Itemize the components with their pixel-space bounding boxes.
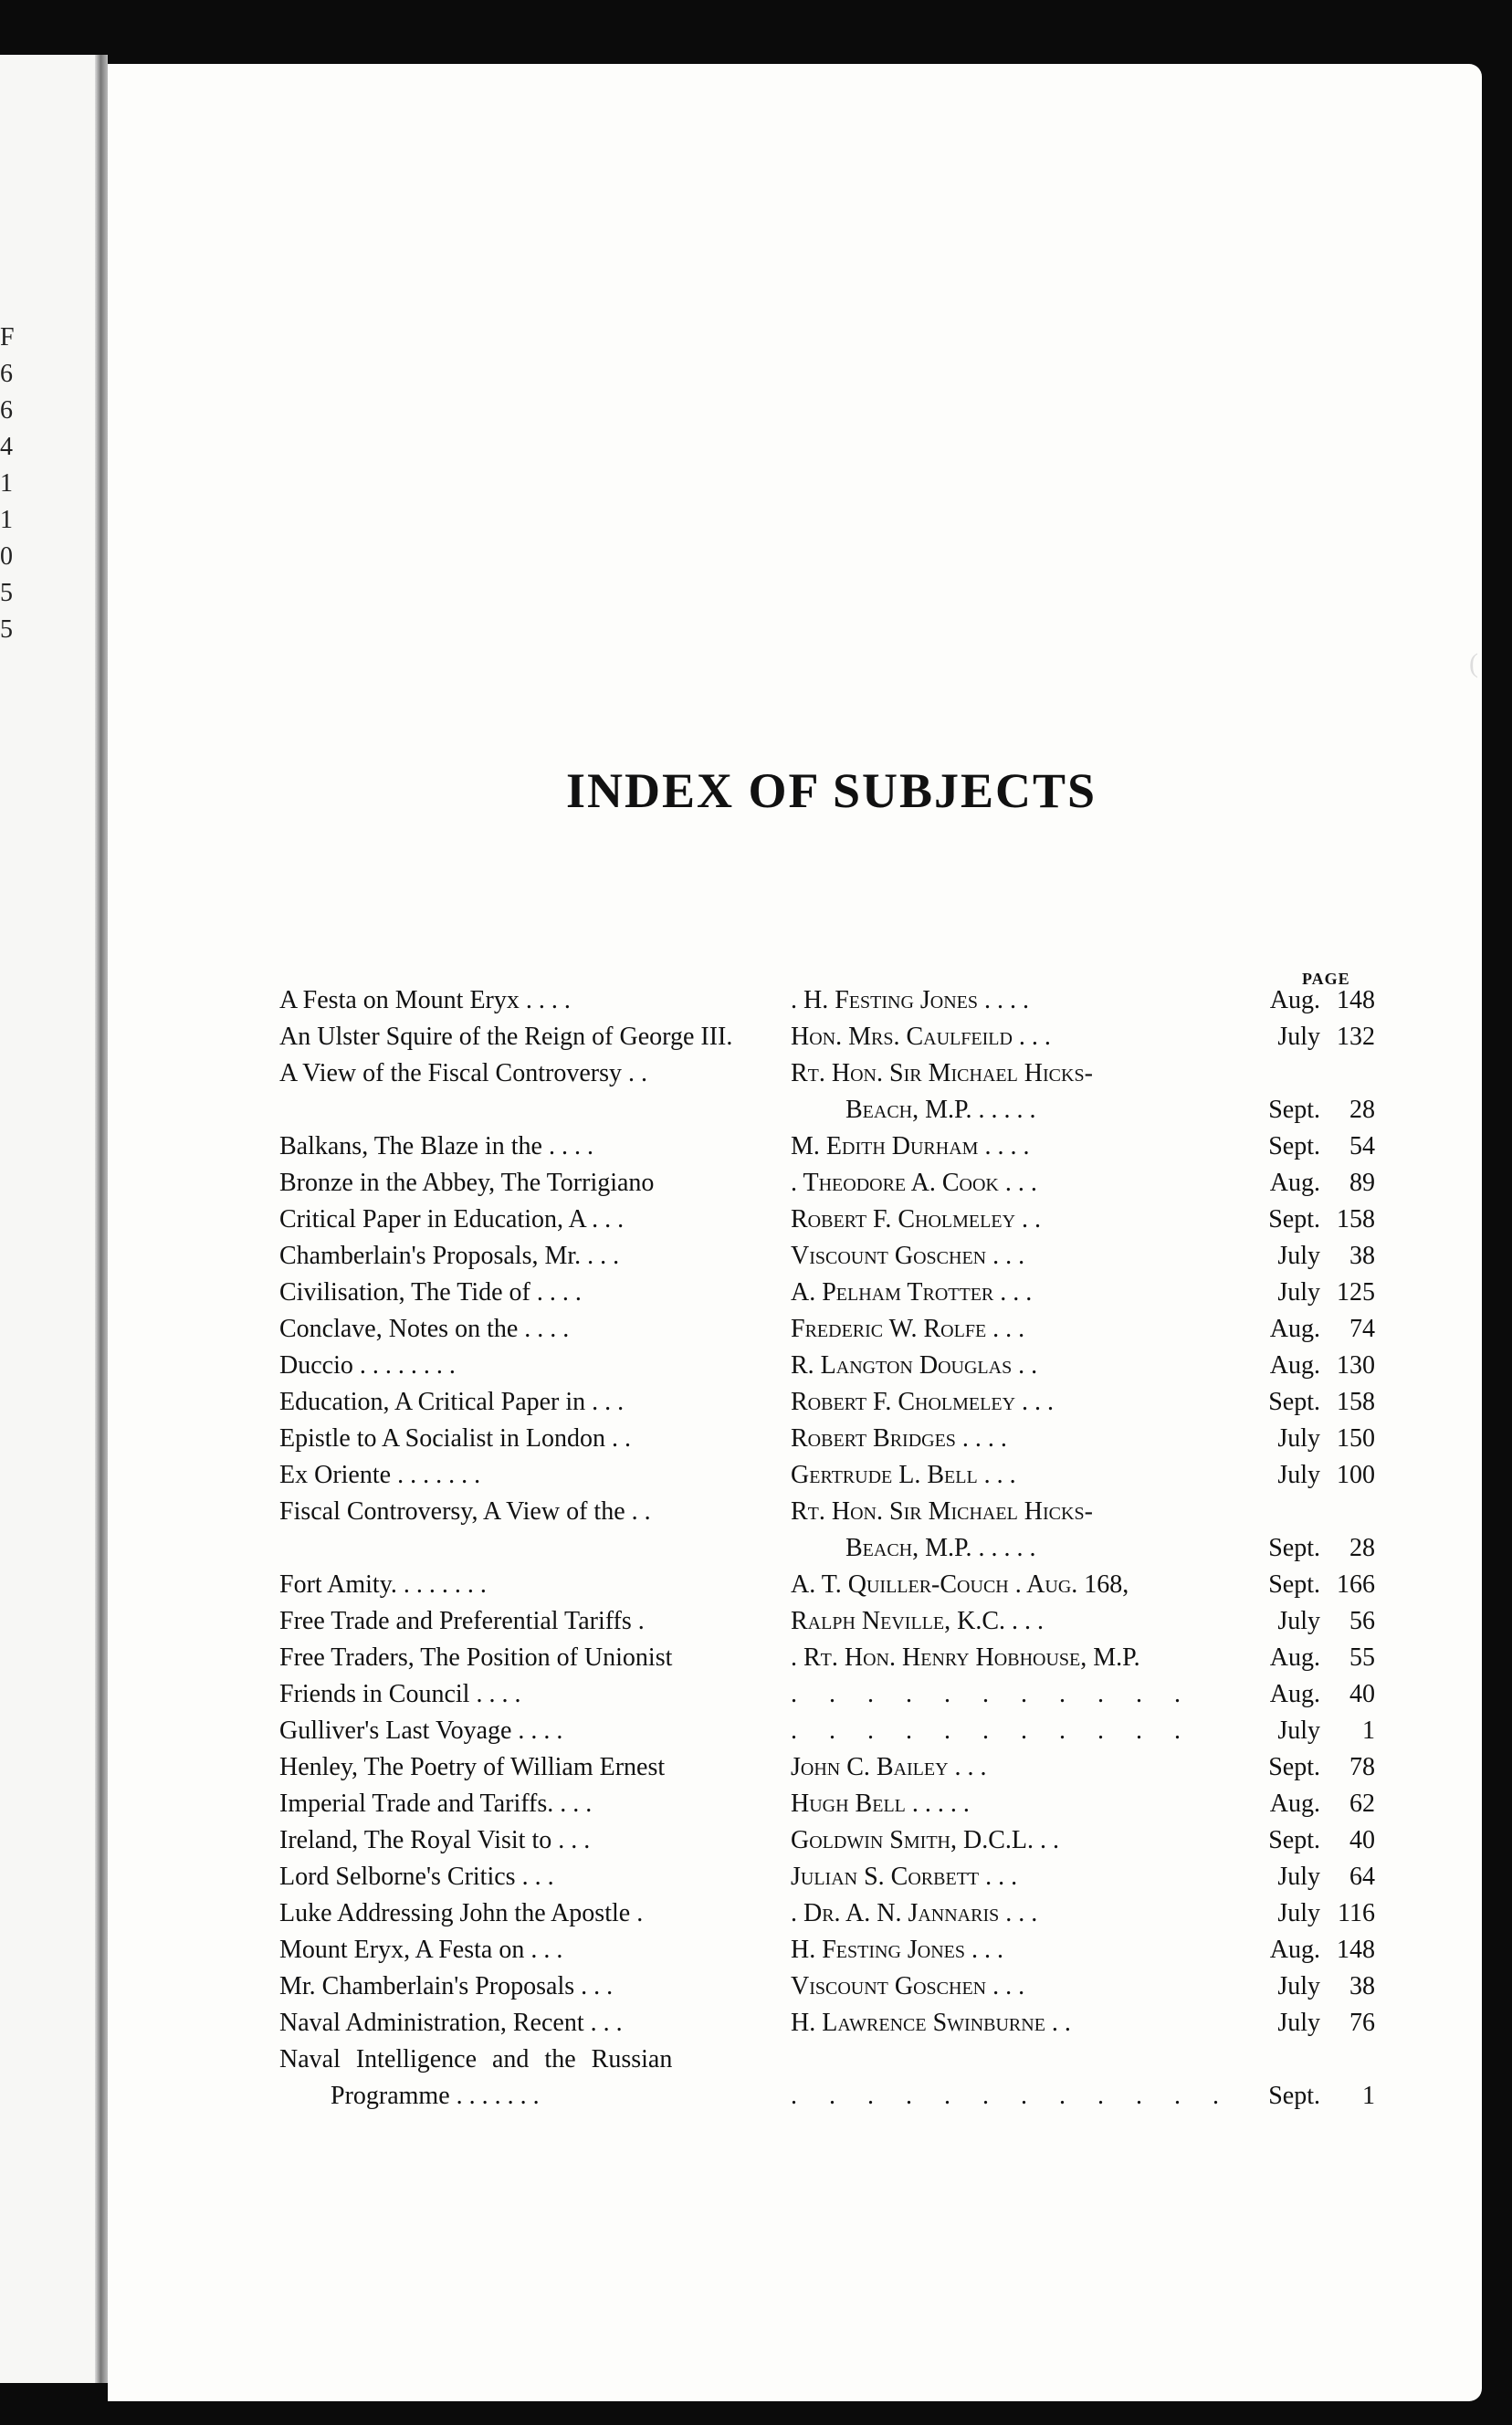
issue-month: Sept. bbox=[1268, 1570, 1320, 1599]
author: Robert F. Cholmeley . . bbox=[791, 1205, 1042, 1233]
index-row bbox=[279, 1895, 1375, 1932]
index-row bbox=[279, 1165, 1375, 1202]
issue-month: Aug. bbox=[1269, 986, 1320, 1014]
subject: Fort Amity. . . . . . . . bbox=[279, 1570, 487, 1599]
issue-month: Aug. bbox=[1269, 1351, 1320, 1380]
facing-page-margin-digits bbox=[0, 320, 18, 648]
subject: Programme . . . . . . . bbox=[331, 2082, 540, 2110]
facing-page-edge bbox=[0, 55, 100, 2383]
page-number: 89 bbox=[1349, 1169, 1375, 1197]
subject: Friends in Council . . . . bbox=[279, 1680, 521, 1708]
subject: Balkans, The Blaze in the . . . . bbox=[279, 1132, 593, 1160]
issue-month: July bbox=[1277, 1023, 1320, 1051]
author: . . . . . . . . . . . bbox=[791, 1716, 1193, 1745]
issue-month: July bbox=[1277, 1424, 1320, 1453]
author: Robert F. Cholmeley . . . bbox=[791, 1388, 1055, 1416]
issue-month: July bbox=[1277, 1972, 1320, 2000]
author: Goldwin Smith, D.C.L. . . bbox=[791, 1826, 1059, 1854]
issue-month: Sept. bbox=[1268, 1388, 1320, 1416]
page-title: INDEX OF SUBJECTS bbox=[565, 763, 1097, 818]
index-row bbox=[279, 1640, 1375, 1676]
margin-digit: 4 bbox=[0, 433, 13, 461]
issue-month: Sept. bbox=[1268, 1534, 1320, 1562]
author: Gertrude L. Bell . . . bbox=[791, 1461, 1016, 1489]
index-row bbox=[279, 1092, 1375, 1129]
page-number: 148 bbox=[1337, 1936, 1375, 1964]
issue-month: Aug. bbox=[1269, 1169, 1320, 1197]
issue-month: Sept. bbox=[1268, 1096, 1320, 1124]
subject: A Festa on Mount Eryx . . . . bbox=[279, 986, 571, 1014]
page-number: 54 bbox=[1349, 1132, 1375, 1160]
index-row bbox=[279, 1786, 1375, 1822]
index-row bbox=[279, 1822, 1375, 1859]
page-number: 116 bbox=[1338, 1899, 1375, 1927]
subject: Epistle to A Socialist in London . . bbox=[279, 1424, 631, 1453]
index-row bbox=[279, 1749, 1375, 1786]
issue-month: July bbox=[1277, 1716, 1320, 1745]
author: Rt. Hon. Sir Michael Hicks- bbox=[791, 1059, 1093, 1087]
page-number: 64 bbox=[1349, 1863, 1375, 1891]
author: Beach, M.P. . . . . . bbox=[845, 1096, 1036, 1124]
author: Rt. Hon. Sir Michael Hicks- bbox=[791, 1497, 1093, 1526]
page-number: 74 bbox=[1349, 1315, 1375, 1343]
index-row bbox=[279, 2078, 1375, 2115]
subject: Ex Oriente . . . . . . . bbox=[279, 1461, 481, 1489]
margin-digit: 0 bbox=[0, 542, 13, 571]
subject: Naval Administration, Recent . . . bbox=[279, 2009, 623, 2037]
author: Hugh Bell . . . . . bbox=[791, 1790, 970, 1818]
page-number: 38 bbox=[1349, 1242, 1375, 1270]
issue-month: Sept. bbox=[1268, 1826, 1320, 1854]
margin-digit: 1 bbox=[0, 469, 13, 498]
author: Hon. Mrs. Caulfeild . . . bbox=[791, 1023, 1051, 1051]
issue-month: Sept. bbox=[1268, 1132, 1320, 1160]
index-row bbox=[279, 1238, 1375, 1275]
subject: Critical Paper in Education, A . . . bbox=[279, 1205, 625, 1233]
page-number: 40 bbox=[1349, 1826, 1375, 1854]
author: . Dr. A. N. Jannaris . . . bbox=[791, 1899, 1038, 1927]
author: . . . . . . . . . . . . bbox=[791, 2082, 1232, 2110]
author: A. Pelham Trotter . . . bbox=[791, 1278, 1033, 1307]
issue-month: Aug. bbox=[1269, 1643, 1320, 1672]
subject: Imperial Trade and Tariffs. . . . bbox=[279, 1790, 593, 1818]
subject: Naval Intelligence and the Russian bbox=[279, 2045, 673, 2073]
index-row bbox=[279, 1202, 1375, 1238]
page-number: 38 bbox=[1349, 1972, 1375, 2000]
issue-month: Aug. bbox=[1269, 1680, 1320, 1708]
issue-month: Sept. bbox=[1268, 2082, 1320, 2110]
subject: Gulliver's Last Voyage . . . . bbox=[279, 1716, 563, 1745]
page-number: 1 bbox=[1362, 2082, 1375, 2110]
author: H. Lawrence Swinburne . . bbox=[791, 2009, 1071, 2037]
index-row bbox=[279, 1348, 1375, 1384]
index-row bbox=[279, 1457, 1375, 1494]
subject: Free Trade and Preferential Tariffs . bbox=[279, 1607, 645, 1635]
index-row bbox=[279, 1129, 1375, 1165]
author: . . . . . . . . . . . bbox=[791, 1680, 1193, 1708]
subject: Bronze in the Abbey, The Torrigiano bbox=[279, 1169, 655, 1197]
page-number: 158 bbox=[1337, 1205, 1375, 1233]
author: Frederic W. Rolfe . . . bbox=[791, 1315, 1025, 1343]
page-number: 166 bbox=[1337, 1570, 1375, 1599]
issue-month: Aug. bbox=[1269, 1790, 1320, 1818]
page-number: 150 bbox=[1337, 1424, 1375, 1453]
author: A. T. Quiller-Couch . Aug. 168, bbox=[791, 1570, 1129, 1599]
page-number: 100 bbox=[1337, 1461, 1375, 1489]
author: Viscount Goschen . . . bbox=[791, 1242, 1025, 1270]
issue-month: July bbox=[1277, 1461, 1320, 1489]
subject: Mount Eryx, A Festa on . . . bbox=[279, 1936, 563, 1964]
author: Robert Bridges . . . . bbox=[791, 1424, 1007, 1453]
author: . Rt. Hon. Henry Hobhouse, M.P. bbox=[791, 1643, 1140, 1672]
subject: Ireland, The Royal Visit to . . . bbox=[279, 1826, 591, 1854]
index-row bbox=[279, 982, 1375, 1019]
author: H. Festing Jones . . . bbox=[791, 1936, 1004, 1964]
margin-digit: 1 bbox=[0, 506, 13, 534]
issue-month: Sept. bbox=[1268, 1753, 1320, 1781]
page-number: 76 bbox=[1349, 2009, 1375, 2037]
page-number: 62 bbox=[1349, 1790, 1375, 1818]
index-page bbox=[108, 64, 1482, 2401]
issue-month: Aug. bbox=[1269, 1936, 1320, 1964]
subject: Mr. Chamberlain's Proposals . . . bbox=[279, 1972, 614, 2000]
subject: Free Traders, The Position of Unionist bbox=[279, 1643, 673, 1672]
index-row bbox=[279, 1494, 1375, 1530]
index-row bbox=[279, 1932, 1375, 1968]
issue-month: July bbox=[1277, 1607, 1320, 1635]
subject: Conclave, Notes on the . . . . bbox=[279, 1315, 570, 1343]
issue-month: July bbox=[1277, 1863, 1320, 1891]
margin-digit: 6 bbox=[0, 396, 13, 425]
author: Ralph Neville, K.C. . . . bbox=[791, 1607, 1044, 1635]
issue-month: Aug. bbox=[1269, 1315, 1320, 1343]
index-row bbox=[279, 2042, 1375, 2078]
index-row bbox=[279, 1713, 1375, 1749]
page-number: 40 bbox=[1349, 1680, 1375, 1708]
issue-month: July bbox=[1277, 2009, 1320, 2037]
index-row bbox=[279, 1859, 1375, 1895]
index-row bbox=[279, 1530, 1375, 1567]
page-number: 130 bbox=[1337, 1351, 1375, 1380]
index-row bbox=[279, 1421, 1375, 1457]
page-number: 1 bbox=[1362, 1716, 1375, 1745]
margin-digit: 5 bbox=[0, 615, 13, 644]
subject: Lord Selborne's Critics . . . bbox=[279, 1863, 554, 1891]
page-number: 158 bbox=[1337, 1388, 1375, 1416]
page-number: 125 bbox=[1337, 1278, 1375, 1307]
index-entries bbox=[279, 982, 1375, 2115]
issue-month: July bbox=[1277, 1242, 1320, 1270]
issue-month: Sept. bbox=[1268, 1205, 1320, 1233]
page-number: 28 bbox=[1349, 1534, 1375, 1562]
margin-digit: F bbox=[0, 323, 15, 352]
index-row bbox=[279, 1019, 1375, 1055]
issue-month: July bbox=[1277, 1899, 1320, 1927]
margin-digit: 6 bbox=[0, 360, 13, 388]
subject: Civilisation, The Tide of . . . . bbox=[279, 1278, 582, 1307]
author: M. Edith Durham . . . . bbox=[791, 1132, 1030, 1160]
page-number: 78 bbox=[1349, 1753, 1375, 1781]
margin-digit: 5 bbox=[0, 579, 13, 607]
author: Viscount Goschen . . . bbox=[791, 1972, 1025, 2000]
subject: Duccio . . . . . . . . bbox=[279, 1351, 456, 1380]
subject: Education, A Critical Paper in . . . bbox=[279, 1388, 625, 1416]
index-row bbox=[279, 2005, 1375, 2042]
index-row bbox=[279, 1055, 1375, 1092]
index-row bbox=[279, 1275, 1375, 1311]
index-row bbox=[279, 1676, 1375, 1713]
author: Beach, M.P. . . . . . bbox=[845, 1534, 1036, 1562]
subject: Chamberlain's Proposals, Mr. . . . bbox=[279, 1242, 620, 1270]
page-number: 56 bbox=[1349, 1607, 1375, 1635]
subject: A View of the Fiscal Controversy . . bbox=[279, 1059, 647, 1087]
issue-month: July bbox=[1277, 1278, 1320, 1307]
index-row bbox=[279, 1567, 1375, 1603]
page-column-header: PAGE bbox=[1302, 970, 1350, 988]
index-row bbox=[279, 1603, 1375, 1640]
author: . H. Festing Jones . . . . bbox=[791, 986, 1030, 1014]
page-number: 132 bbox=[1337, 1023, 1375, 1051]
author: John C. Bailey . . . bbox=[791, 1753, 987, 1781]
subject: Fiscal Controversy, A View of the . . bbox=[279, 1497, 651, 1526]
edge-mark: ( bbox=[1469, 648, 1478, 678]
subject: Luke Addressing John the Apostle . bbox=[279, 1899, 644, 1927]
subject: Henley, The Poetry of William Ernest bbox=[279, 1753, 666, 1781]
book-gutter bbox=[95, 55, 108, 2383]
index-row bbox=[279, 1311, 1375, 1348]
page-number: 55 bbox=[1349, 1643, 1375, 1672]
author: R. Langton Douglas . . bbox=[791, 1351, 1038, 1380]
subject: An Ulster Squire of the Reign of George III. bbox=[279, 1023, 733, 1051]
page-number: 148 bbox=[1337, 986, 1375, 1014]
page-number: 28 bbox=[1349, 1096, 1375, 1124]
index-row bbox=[279, 1384, 1375, 1421]
index-row bbox=[279, 1968, 1375, 2005]
author: Julian S. Corbett . . . bbox=[791, 1863, 1018, 1891]
author: . Theodore A. Cook . . . bbox=[791, 1169, 1037, 1197]
